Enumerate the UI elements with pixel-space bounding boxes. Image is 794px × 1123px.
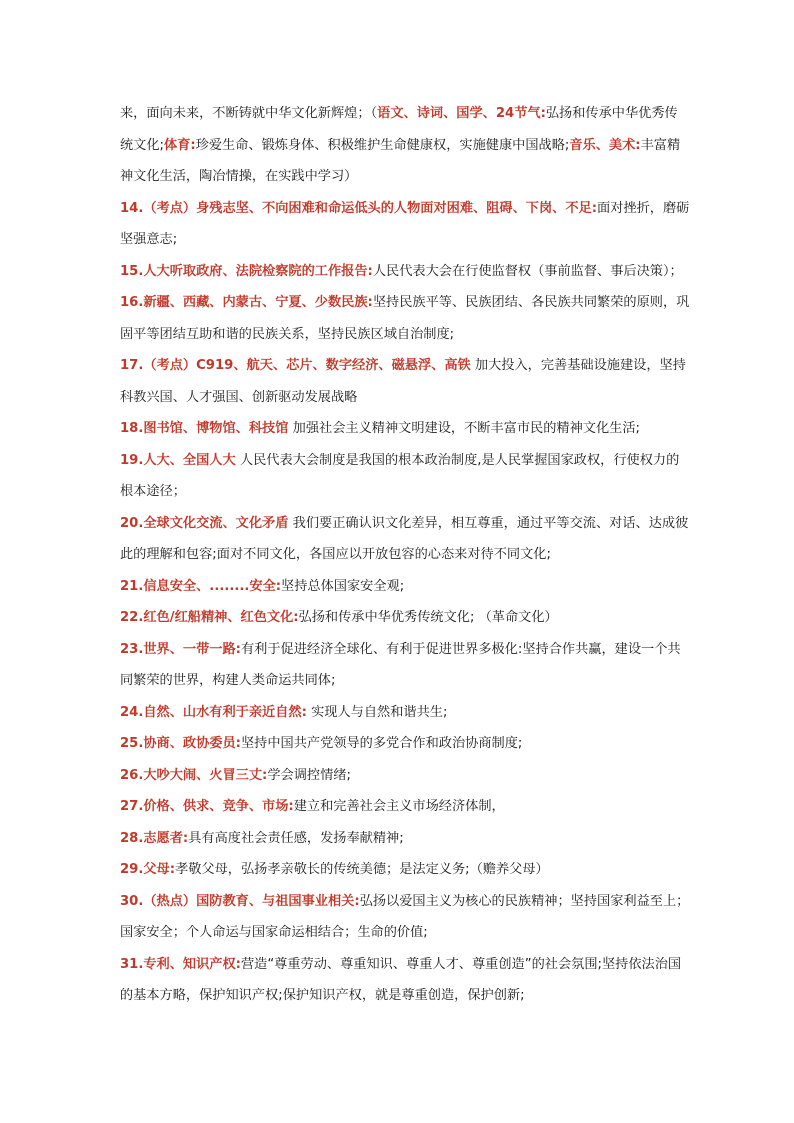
item-body: 坚持民族平等、民族团结、各民族共同繁荣的原则，巩固平等团结互助和谐的民族关系，坚持民族区域自治制度; <box>120 295 690 342</box>
item-number: 30. <box>120 893 144 909</box>
item-body: 我们要正确认识文化差异，相互尊重，通过平等交流、对话、达成彼此的理解和包容;面对不同文化，各国应以开放包容的心态来对待不同文化; <box>120 515 689 562</box>
item-keyword: 新疆、西藏、内蒙古、宁夏、少数民族: <box>143 295 373 310</box>
list-item <box>120 886 690 949</box>
item-body: 珍爱生命、锻炼身体、积极维护生命健康权，实施健康中国战略; <box>195 137 570 153</box>
list-item <box>120 413 690 445</box>
item-keyword: 人大、全国人大 <box>143 452 236 468</box>
item-number: 14. <box>120 200 144 216</box>
item-keyword: 音乐、美术: <box>569 137 641 153</box>
list-item <box>120 949 690 1012</box>
item-body: 人民代表大会制度是我国的根本政治制度,是人民掌握国家政权，行使权力的根本途径； <box>120 452 680 499</box>
list-item <box>120 98 690 193</box>
list-item <box>120 256 690 288</box>
item-body: 营造“尊重劳动、尊重知识、尊重人才、尊重创造”的社会氛围;坚持依法治国的基本方略，保护知识产权;保护知识产权，就是尊重创造，保护创新; <box>120 956 682 1003</box>
item-number: 27. <box>120 799 144 814</box>
item-keyword: 大吵大闹、火冒三丈: <box>143 767 268 783</box>
item-body: 来，面向未来，不断铸就中华文化新辉煌；（ <box>120 106 378 121</box>
item-body: 人民代表大会在行使监督权（事前监督、事后决策）； <box>372 263 683 279</box>
list-item <box>120 602 690 634</box>
item-body: 弘扬和传承中华优秀传统文化; （革命文化） <box>298 610 558 625</box>
item-keyword: 信息安全、........安全: <box>143 578 282 594</box>
item-body: 弘扬以爱国主义为核心的民族精神；坚持国家利益至上；国家安全；个人命运与国家命运相结合；生命的价值; <box>120 893 690 940</box>
item-number: 16. <box>120 295 144 310</box>
item-number: 18. <box>120 421 144 436</box>
item-body: 建立和完善社会主义市场经济体制， <box>293 799 505 814</box>
item-number: 26. <box>120 767 144 783</box>
item-keyword: （考点）身残志坚、不向困难和命运低头的人物面对困难、阻碍、下岗、不足: <box>143 200 598 216</box>
item-keyword: 体育: <box>164 137 196 153</box>
item-keyword: 语文、诗词、国学、24节气: <box>377 106 546 121</box>
item-body: 具有高度社会责任感，发扬奉献精神; <box>188 830 404 846</box>
item-body: 孝敬父母，弘扬孝亲敬长的传统美德；是法定义务;（赡养父母） <box>175 862 549 877</box>
item-body: 学会调控情绪; <box>267 767 351 783</box>
item-number: 15. <box>120 263 144 279</box>
item-keyword: （考点）C919、航天、芯片、数字经济、磁悬浮、高铁 <box>143 358 471 373</box>
item-keyword: 志愿者: <box>143 830 189 846</box>
list-item <box>120 193 690 256</box>
item-number: 23. <box>120 641 144 657</box>
item-number: 19. <box>120 452 144 468</box>
item-keyword: （热点）国防教育、与祖国事业相关: <box>143 893 360 909</box>
item-body: 面对挫折，磨砺坚强意志; <box>120 200 690 247</box>
list-item <box>120 760 690 792</box>
item-keyword: 人大听取政府、法院检察院的工作报告: <box>143 263 373 279</box>
list-item <box>120 350 690 413</box>
item-keyword: 红色/红船精神、红色文化: <box>143 610 299 625</box>
list-item <box>120 791 690 823</box>
list-item <box>120 854 690 886</box>
list-item <box>120 287 690 350</box>
item-keyword: 协商、政协委员: <box>143 736 241 751</box>
item-keyword: 专利、知识产权: <box>143 956 241 972</box>
item-body: 加强社会主义精神文明建设，不断丰富市民的精神文化生活; <box>288 421 640 436</box>
item-body: 有利于促进经济全球化、有利于促进世界多极化:坚持合作共赢，建设一个共同繁荣的世界，构建人类命运共同体; <box>120 641 681 688</box>
list-item <box>120 445 690 508</box>
item-keyword: 全球文化交流、文化矛盾 <box>143 515 289 531</box>
item-keyword: 价格、供求、竞争、市场: <box>143 799 294 814</box>
item-number: 22. <box>120 610 144 625</box>
item-number: 24. <box>120 704 144 720</box>
item-keyword: 图书馆、博物馆、科技馆 <box>143 421 289 436</box>
item-body: 加大投入，完善基础设施建设，坚持科教兴国、人才强国、创新驱动发展战略 <box>120 358 686 405</box>
item-number: 21. <box>120 578 144 594</box>
item-body: 丰富精神文化生活，陶冶情操，在实践中学习） <box>120 137 681 184</box>
item-number: 20. <box>120 515 144 531</box>
item-number: 28. <box>120 830 144 846</box>
item-keyword: 世界、一带一路: <box>143 641 241 657</box>
item-keyword: 自然、山水有利于亲近自然: <box>143 704 307 720</box>
list-item <box>120 571 690 603</box>
item-body: 弘扬和传承中华优秀传统文化; <box>120 106 678 153</box>
item-body: 实现人与自然和谐共生; <box>306 704 448 720</box>
item-keyword: 父母: <box>143 862 176 877</box>
document-page <box>120 98 690 1012</box>
item-body: 坚持中国共产党领导的多党合作和政治协商制度; <box>240 736 523 751</box>
list-item <box>120 697 690 729</box>
list-item <box>120 634 690 697</box>
list-item <box>120 728 690 760</box>
item-number: 29. <box>120 862 144 877</box>
item-number: 31. <box>120 956 144 972</box>
list-item <box>120 823 690 855</box>
item-number: 25. <box>120 736 144 751</box>
list-item <box>120 508 690 571</box>
item-body: 坚持总体国家安全观; <box>281 578 405 594</box>
item-number: 17. <box>120 358 144 373</box>
